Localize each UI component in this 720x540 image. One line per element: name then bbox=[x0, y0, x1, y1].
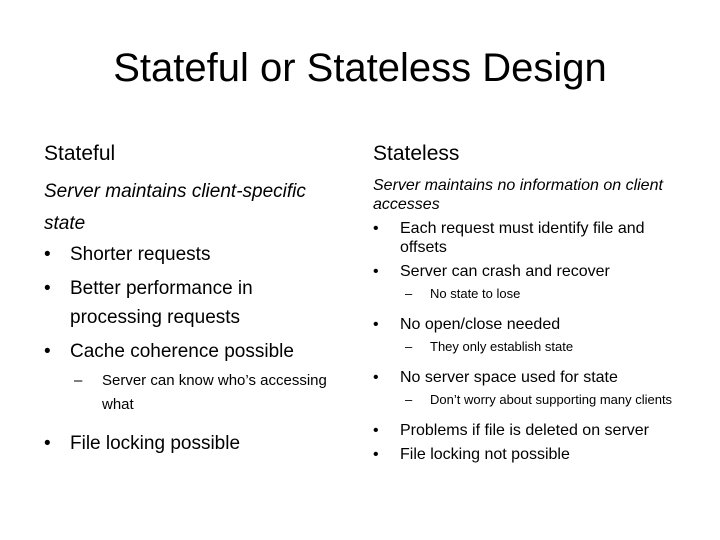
dash-marker: – bbox=[405, 286, 413, 301]
list-item-text: Shorter requests bbox=[70, 244, 211, 265]
list-item-text: File locking not possible bbox=[400, 446, 570, 463]
dash-marker: – bbox=[74, 372, 83, 389]
bullet-marker: • bbox=[373, 263, 379, 280]
bullet-marker: • bbox=[373, 446, 379, 463]
list-item bbox=[373, 445, 683, 464]
bullet-marker: • bbox=[373, 316, 379, 333]
slide-title: Stateful or Stateless Design bbox=[113, 46, 607, 90]
bullet-marker: • bbox=[44, 278, 51, 299]
bullet-marker: • bbox=[44, 244, 51, 265]
bullet-marker: • bbox=[373, 422, 379, 439]
list-item-text: Better performance in processing requests bbox=[70, 278, 253, 328]
list-item bbox=[373, 219, 683, 257]
stateless-intro: Server maintains no information on client accesses bbox=[373, 177, 663, 213]
list-item bbox=[373, 421, 683, 440]
bullet-marker: • bbox=[44, 341, 51, 362]
stateless-heading: Stateless bbox=[373, 142, 460, 165]
stateful-intro: Server maintains client-specific state bbox=[44, 181, 306, 234]
list-item bbox=[373, 315, 683, 334]
list-item-text: No open/close needed bbox=[400, 316, 561, 333]
stateful-heading: Stateful bbox=[44, 142, 116, 165]
bullet-marker: • bbox=[44, 433, 51, 454]
dash-marker: – bbox=[405, 339, 413, 354]
list-item-text: Problems if file is deleted on server bbox=[400, 422, 649, 439]
list-item bbox=[44, 274, 344, 332]
list-item bbox=[44, 429, 344, 458]
sub-list-item bbox=[405, 339, 683, 354]
sub-list-item-text: No state to lose bbox=[430, 286, 521, 301]
dash-marker: – bbox=[405, 392, 413, 407]
list-item bbox=[373, 368, 683, 387]
sub-list-item-text: Server can know who’s accessing what bbox=[102, 372, 327, 413]
sub-list-item bbox=[405, 392, 683, 407]
list-item-text: No server space used for state bbox=[400, 369, 618, 386]
bullet-marker: • bbox=[373, 220, 379, 237]
list-item bbox=[373, 262, 683, 281]
list-item bbox=[44, 337, 344, 366]
sub-list-item-text: They only establish state bbox=[430, 339, 574, 354]
sub-list-item bbox=[405, 286, 683, 301]
sub-list-item bbox=[74, 369, 344, 417]
list-item-text: Cache coherence possible bbox=[70, 341, 294, 362]
stateless-column bbox=[373, 176, 683, 464]
stateful-column bbox=[44, 176, 344, 458]
list-item bbox=[44, 240, 344, 269]
list-item-text: Server can crash and recover bbox=[400, 263, 610, 280]
sub-list-item-text: Don’t worry about supporting many clients bbox=[430, 392, 673, 407]
list-item-text: Each request must identify file and offsets bbox=[400, 220, 645, 256]
list-item-text: File locking possible bbox=[70, 433, 241, 454]
bullet-marker: • bbox=[373, 369, 379, 386]
